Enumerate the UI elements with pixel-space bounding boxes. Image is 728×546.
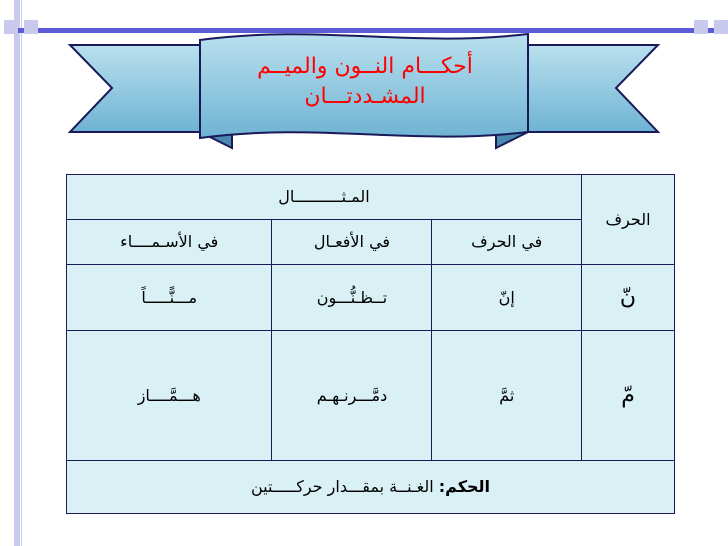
row-in-verbs: تــظـنُّـــون [272,264,432,330]
header-example: المـثــــــــــال [67,175,582,220]
row-in-verbs: دمَّـــرنـهـم [272,330,432,460]
row-in-letter: ثمَّ [432,330,582,460]
ribbon-left-tail [70,45,200,132]
ruling-label: الحكم: [438,477,491,497]
row-letter: مّ [582,330,675,460]
row-in-nouns: مـــنًّـــــاً [67,264,272,330]
row-in-nouns: هـــمَّــــاز [67,330,272,460]
title-line-2: المشـددتـــان [304,84,426,109]
table-row [67,330,675,460]
row-in-letter: إنّ [432,264,582,330]
title-text [205,52,525,112]
subheader-in-nouns: في الأسـمــــاء [67,219,272,264]
header-letter: الحرف [582,175,675,265]
ruling-text: الغـنــة بمقـــدار حركـــــتين [250,477,434,497]
table-row [67,264,675,330]
row-letter: نّ [582,264,675,330]
subheader-in-verbs: في الأفعـال [272,219,432,264]
ruling-cell [67,460,675,513]
title-line-1: أحكـــام النــون والميــم [257,54,473,79]
rules-table [66,174,675,514]
ribbon-right-tail [528,45,658,132]
subheader-in-letter: في الحرف [432,219,582,264]
